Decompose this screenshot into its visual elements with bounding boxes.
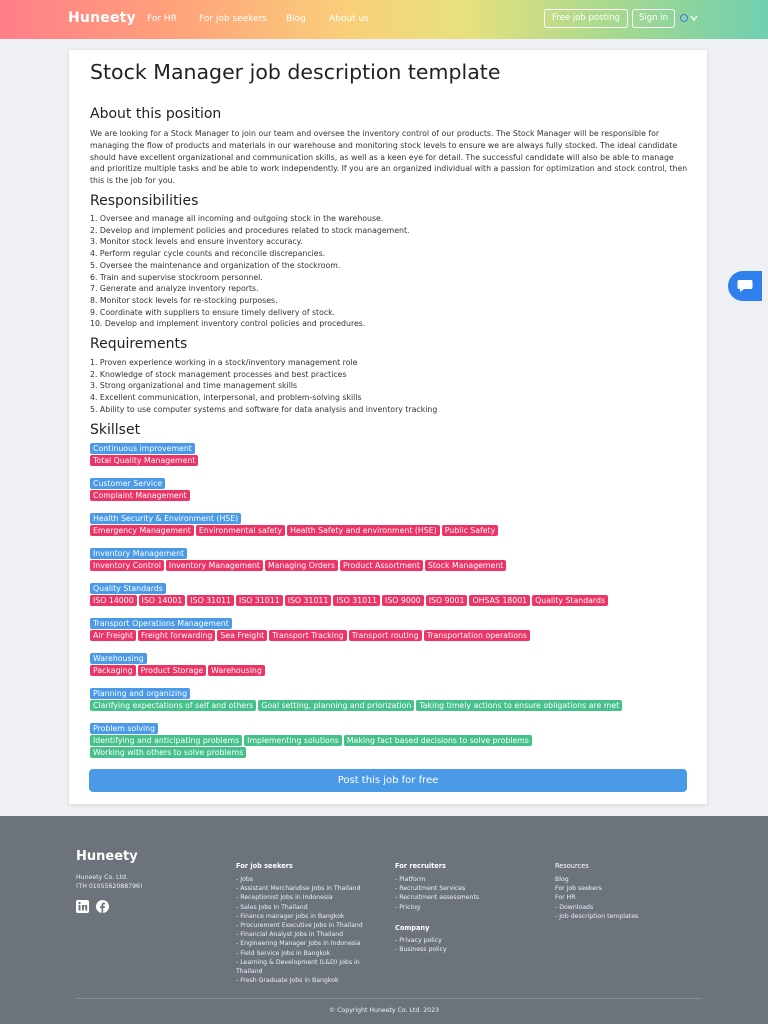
footer-link[interactable] [236, 903, 381, 912]
skill-tag: Goal setting, planning and priorization [258, 700, 414, 711]
footer-logo[interactable]: Huneety [76, 849, 138, 864]
requirements-list [90, 357, 437, 416]
footer-link[interactable] [236, 912, 381, 921]
footer-link[interactable] [395, 893, 479, 902]
list-item: 1. Oversee and manage all incoming and outgoing stock in the warehouse. [90, 214, 384, 223]
list-item: 8. Monitor stock levels for re-stocking purposes. [90, 295, 278, 305]
skill-tag: ISO 14001 [139, 595, 186, 606]
linkedin-icon[interactable] [76, 900, 89, 913]
top-navbar [0, 0, 768, 39]
footer-link-text[interactable]: Pricing [399, 903, 421, 911]
skill-tag: ISO 31011 [333, 595, 380, 606]
list-item: 2. Knowledge of stock management processes and best practices [90, 369, 347, 379]
skill-tag: Transportation operations [424, 630, 530, 641]
list-bullet: - [395, 894, 400, 902]
list-bullet: - [236, 949, 241, 957]
sign-in-button[interactable]: Sign in [632, 9, 675, 28]
footer-heading-company: Company [395, 924, 430, 932]
footer-link[interactable] [236, 875, 381, 884]
skill-tag: Complaint Management [90, 490, 190, 501]
list-item: 4. Perform regular cycle counts and reconcile discrepancies. [90, 249, 326, 259]
nav-link-for-hr[interactable]: For HR [147, 14, 177, 24]
skill-tag: Stock Management [425, 560, 506, 571]
skill-group [90, 688, 690, 712]
footer-link-text[interactable]: Financial Analyst Jobs in Thailand [240, 931, 344, 939]
list-item: 4. Excellent communication, interpersonal, and problem-solving skills [90, 393, 362, 403]
list-bullet: - [236, 885, 241, 893]
list-item: 3. Strong organizational and time management skills [90, 381, 298, 391]
skill-tag: Inventory Control [90, 560, 164, 571]
requirements-heading: Requirements [90, 336, 188, 352]
skill-tag: Making fact based decisions to solve problems [344, 735, 532, 746]
footer-link-text[interactable]: Engineering Manager Jobs in Indonesia [240, 940, 361, 948]
footer-company [76, 873, 142, 891]
footer-link-text[interactable]: For job seekers [555, 885, 602, 893]
footer-link-text[interactable]: For HR [555, 894, 576, 902]
skill-category-label: Inventory Management [90, 548, 187, 559]
list-item: 6. Train and supervise stockroom personnel. [90, 272, 263, 282]
skillset-heading: Skillset [90, 422, 141, 438]
footer-link[interactable] [236, 949, 381, 958]
list-item: 1. Proven experience working in a stock/inventory management role [90, 358, 358, 367]
skill-category-label: Problem solving [90, 723, 158, 734]
footer-link[interactable] [236, 930, 381, 939]
footer-job-seekers-links [236, 875, 381, 985]
footer-link-text[interactable]: Recruitment assessments [399, 894, 480, 902]
skill-group [90, 583, 690, 607]
list-bullet: - [236, 903, 241, 911]
list-bullet: - [555, 903, 560, 911]
language-selector[interactable] [680, 13, 698, 26]
skill-tag: Transport Tracking [269, 630, 347, 641]
skill-category-label: Planning and organizing [90, 688, 190, 699]
footer-link[interactable] [236, 893, 381, 902]
chat-bubble-icon [737, 279, 753, 293]
skill-tag: Total Quality Management [90, 455, 198, 466]
footer-heading-recruiters: For recruiters [395, 862, 446, 870]
footer-link-text[interactable]: Privacy policy [399, 937, 442, 944]
skill-tag: Sea Freight [217, 630, 267, 641]
footer-divider [76, 998, 701, 999]
footer-link[interactable] [395, 945, 447, 954]
chat-widget-button[interactable] [728, 271, 762, 301]
footer-link[interactable] [236, 958, 381, 976]
skill-group [90, 548, 690, 572]
skill-tag: Public Safety [442, 525, 499, 536]
footer-link[interactable] [395, 884, 479, 893]
footer-link-text[interactable]: Receptionist Jobs in Indonesia [240, 894, 333, 902]
list-bullet: - [236, 940, 241, 948]
footer-heading-job-seekers: For job seekers [236, 862, 293, 870]
footer-recruiters-links [395, 875, 479, 912]
footer-link[interactable] [555, 912, 638, 921]
copyright-text: © Copyright Huneety Co. Ltd. 2023 [329, 1007, 439, 1014]
skill-tag: OHSAS 18001 [469, 595, 530, 606]
skill-group [90, 618, 690, 642]
skill-tag: Product Assortment [340, 560, 423, 571]
skill-category-label: Transport Operations Management [90, 618, 232, 629]
company-name: Huneety Co. Ltd. [76, 874, 128, 881]
footer-link-text[interactable]: Assistant Merchandise Jobs in Thailand [240, 885, 361, 893]
footer-link-text[interactable]: Business policy [399, 946, 447, 954]
footer-link[interactable] [555, 884, 638, 893]
skill-tag: Packaging [90, 665, 136, 676]
skill-tag: Quality Standards [532, 595, 608, 606]
footer-link-text[interactable]: Platform [399, 876, 426, 883]
list-bullet: - [395, 937, 400, 944]
skill-tag: Implementing solutions [244, 735, 342, 746]
page-title: Stock Manager job description template [90, 60, 501, 84]
skill-tag: ISO 31011 [285, 595, 332, 606]
responsibilities-heading: Responsibilities [90, 193, 199, 209]
about-text: We are looking for a Stock Manager to join our team and oversee the inventory control of our products. The Stock Manager will be responsible for managing the flow of products and materials in our warehouse and monitoring stock levels to ensure we are always fully stocked. The ideal candidate should have excellent organizational and communication skills, as well as a keen eye for detail. The successful candidate will also be able to manage and prioritize multiple tasks and be able to work independently. If you are an organized individual with a passion for optimization and stock control, then this is the job for you. [90, 129, 688, 186]
footer-resources-links [555, 875, 638, 921]
facebook-icon[interactable] [96, 900, 109, 913]
list-bullet: - [236, 894, 241, 902]
free-job-posting-button[interactable]: Free job posting [544, 9, 628, 28]
skill-group [90, 653, 690, 677]
footer-link-text[interactable]: Procurement Executive Jobs in Thailand [240, 922, 363, 930]
list-bullet: - [395, 946, 400, 954]
footer-link-text[interactable]: Fresh Graduate Jobs in Bangkok [240, 977, 339, 985]
globe-icon [680, 13, 698, 23]
footer-link[interactable] [236, 921, 381, 930]
list-bullet: - [555, 912, 560, 920]
company-tax-id: (TH 0105562088796) [76, 883, 143, 890]
skill-tag: Freight forwarding [138, 630, 215, 641]
skill-tag: ISO 31011 [236, 595, 283, 606]
skill-group [90, 723, 690, 759]
list-bullet: - [236, 931, 241, 939]
list-item: 3. Monitor stock levels and ensure inventory accuracy. [90, 237, 303, 247]
footer-link[interactable] [555, 893, 638, 902]
huneety-logo[interactable]: Huneety [68, 10, 136, 26]
footer-link-text[interactable]: Blog [555, 876, 569, 883]
footer-link-text[interactable]: Field Service Jobs in Bangkok [240, 949, 331, 957]
skill-tag: ISO 9001 [426, 595, 468, 606]
skill-tag: ISO 31011 [187, 595, 234, 606]
list-bullet: - [395, 903, 400, 911]
post-job-button[interactable]: Post this job for free [89, 769, 687, 792]
skill-tag: Emergency Management [90, 525, 194, 536]
list-bullet: - [395, 885, 400, 893]
nav-link-blog[interactable]: Blog [286, 14, 306, 24]
skill-tag: ISO 9000 [382, 595, 424, 606]
footer-link-text[interactable]: Job description templates [559, 912, 639, 920]
footer-link[interactable] [236, 939, 381, 948]
skill-tag: Working with others to solve problems [90, 747, 246, 758]
list-item: 5. Ability to use computer systems and software for data analysis and inventory tracking [90, 404, 438, 414]
list-bullet: - [236, 977, 241, 985]
skill-tag: Air Freight [90, 630, 136, 641]
footer-link-text[interactable]: Downloads [559, 903, 594, 911]
skill-tag: Environmental safety [196, 525, 285, 536]
skill-group [90, 478, 690, 502]
list-bullet: - [236, 876, 241, 883]
skill-tag: ISO 14000 [90, 595, 137, 606]
skill-tag: Transport routing [349, 630, 422, 641]
skill-tag: Identifying and anticipating problems [90, 735, 242, 746]
footer-link-text[interactable]: Jobs [240, 876, 253, 883]
list-item: 7. Generate and analyze inventory reports. [90, 284, 259, 294]
skill-category-label: Health Security & Environment (HSE) [90, 513, 241, 524]
skill-group [90, 443, 690, 467]
footer [0, 816, 768, 1024]
skill-category-label: Quality Standards [90, 583, 166, 594]
footer-link[interactable] [236, 884, 381, 893]
footer-heading-resources: Resources [555, 862, 589, 870]
responsibilities-list [90, 213, 410, 330]
skill-tag: Product Storage [138, 665, 207, 676]
skill-tag: Inventory Management [166, 560, 263, 571]
footer-link-text[interactable]: Recruitment Services [399, 885, 466, 893]
list-bullet: - [395, 876, 400, 883]
nav-link-about-us[interactable]: About us [329, 14, 369, 24]
skill-tag: Taking timely actions to ensure obligations are met [416, 700, 622, 711]
list-bullet: - [236, 912, 241, 920]
skill-category-label: Warehousing [90, 653, 147, 664]
skill-tag: Warehousing [208, 665, 265, 676]
list-item: 5. Oversee the maintenance and organization of the stockroom. [90, 260, 341, 270]
skill-group [90, 513, 690, 537]
footer-link[interactable] [395, 903, 479, 912]
list-bullet: - [236, 922, 241, 930]
list-item: 9. Coordinate with suppliers to ensure timely delivery of stock. [90, 307, 336, 317]
skill-tag: Clarifying expectations of self and others [90, 700, 256, 711]
footer-link[interactable] [555, 903, 638, 912]
footer-link[interactable] [395, 875, 479, 884]
nav-link-for-job-seekers[interactable]: For job seekers [199, 14, 268, 24]
footer-link[interactable] [395, 936, 447, 945]
skill-tag: Health Safety and environment (HSE) [287, 525, 440, 536]
list-item: 2. Develop and implement policies and procedures related to stock management. [90, 225, 410, 235]
list-item: 10. Develop and implement inventory control policies and procedures. [90, 319, 366, 329]
footer-link[interactable] [236, 976, 381, 985]
list-bullet: - [236, 958, 241, 966]
about-heading: About this position [90, 106, 222, 122]
footer-company-links [395, 936, 447, 954]
footer-link-text[interactable]: Finance manager jobs in Bangkok [240, 912, 345, 920]
footer-link-text[interactable]: Learning & Development (L&D) Jobs in Thailand [236, 958, 360, 976]
skill-category-label: Continuous improvement [90, 443, 195, 454]
footer-link[interactable] [555, 875, 638, 884]
skill-tag: Managing Orders [265, 560, 338, 571]
skill-category-label: Customer Service [90, 478, 165, 489]
footer-link-text[interactable]: Sales Jobs In Thailand [240, 903, 308, 911]
